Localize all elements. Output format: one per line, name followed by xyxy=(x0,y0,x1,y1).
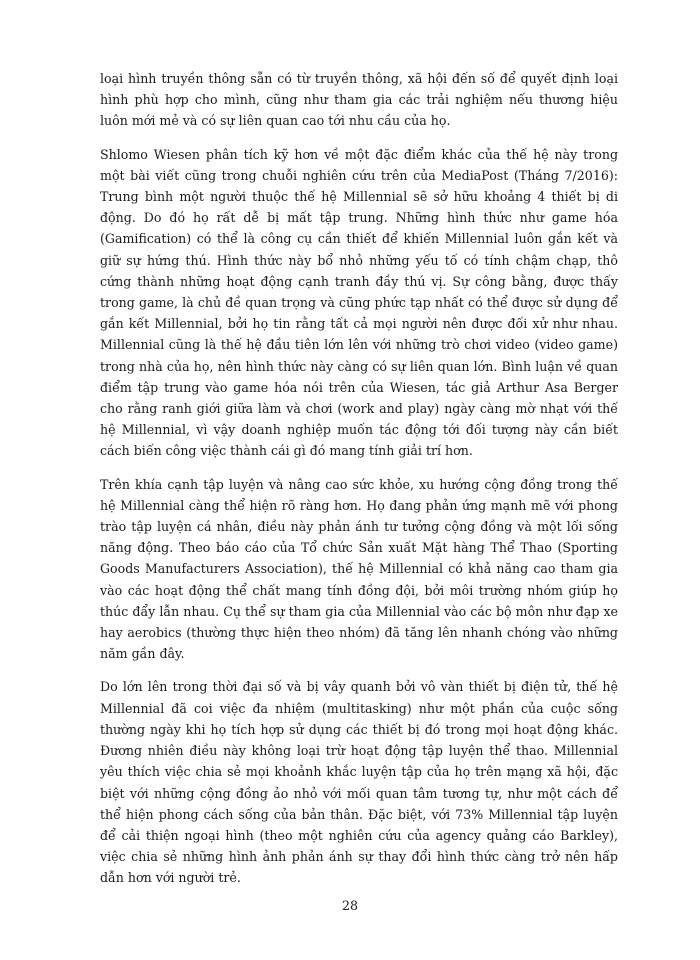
paragraph: Shlomo Wiesen phân tích kỹ hơn về một đặc điểm khác của thế hệ này trong một bài viết cũng trong chuỗi nghiên cứu trên của MediaPost (Tháng 7/2016): Trung bình một người thuộc thế hệ Millennial sẽ sở hữu khoảng 4 thiết bị di động. Do đó họ rất dễ bị mất tập trung. Những hình thức như game hóa (Gamification) có thể là công cụ cần thiết để khiến Millennial luôn gắn kết và giữ sự hứng thú. Hình thức này bổ nhỏ những yếu tố có tính chậm chạp, thô cứng thành những hoạt động cạnh tranh đầy thú vị. Sự công bằng, được thấy trong game, là chủ đề quan trọng và cũng phức tạp nhất có thể được sử dụng để gắn kết Millennial, bởi họ tin rằng tất cả mọi người nên được đối xử như nhau. Millennial cũng là thế hệ đầu tiên lớn lên với những trò chơi video (video game) trong nhà của họ, nên hình thức này càng có sự liên quan lớn. Bình luận về quan điểm tập trung vào game hóa nói trên của Wiesen, tác giả Arthur Asa Berger cho rằng ranh giới giữa làm và chơi (work and play) ngày càng mờ nhạt với thế hệ Millennial, vì vậy doanh nghiệp muốn tác động tới đối tượng này cần biết cách biến công việc thành cái gì đó mang tính giải trí hơn. xyxy=(100,146,618,459)
paragraph: Trên khía cạnh tập luyện và nâng cao sức khỏe, xu hướng cộng đồng trong thế hệ Millennial càng thể hiện rõ ràng hơn. Họ đang phản ứng mạnh mẽ với phong trào tập luyện cá nhân, điều này phản ánh tư tưởng cộng đồng và một lối sống năng động. Theo báo cáo của Tổ chức Sản xuất Mặt hàng Thể Thao (Sporting Goods Manufacturers Association), thế hệ Millennial có khả năng cao tham gia vào các hoạt động thể chất mang tính đồng đội, bởi môi trường nhóm giúp họ thúc đẩy lẫn nhau. Cụ thể sự tham gia của Millennial vào các bộ môn như đạp xe hay aerobics (thường thực hiện theo nhóm) đã tăng lên nhanh chóng vào những năm gần đây. xyxy=(100,476,618,662)
page-number: 28 xyxy=(341,898,359,913)
document-body xyxy=(100,68,618,901)
paragraph: Do lớn lên trong thời đại số và bị vây quanh bởi vô vàn thiết bị điện tử, thế hệ Millennial đã coi việc đa nhiệm (multitasking) như một phần của cuộc sống thường ngày khi họ tích hợp sử dụng các thiết bị đó trong mọi hoạt động khác. Đương nhiên điều này không loại trừ hoạt động tập luyện thể thao. Millennial yêu thích việc chia sẻ mọi khoảnh khắc luyện tập của họ trên mạng xã hội, đặc biệt với những cộng đồng ảo nhỏ với mối quan tâm tương tự, như một cách để thể hiện phong cách sống của bản thân. Đặc biệt, với 73% Millennial tập luyện để cải thiện ngoại hình (theo một nghiên cứu của agency quảng cáo Barkley), việc chia sẻ những hình ảnh phản ánh sự thay đổi hình thức càng trở nên hấp dẫn hơn với người trẻ. xyxy=(100,679,618,886)
paragraph: loại hình truyền thông sẵn có từ truyền thông, xã hội đến số để quyết định loại hình phù hợp cho mình, cũng như tham gia các trải nghiệm nếu thương hiệu luôn mới mẻ và có sự liên quan cao tới nhu cầu của họ. xyxy=(100,71,618,129)
